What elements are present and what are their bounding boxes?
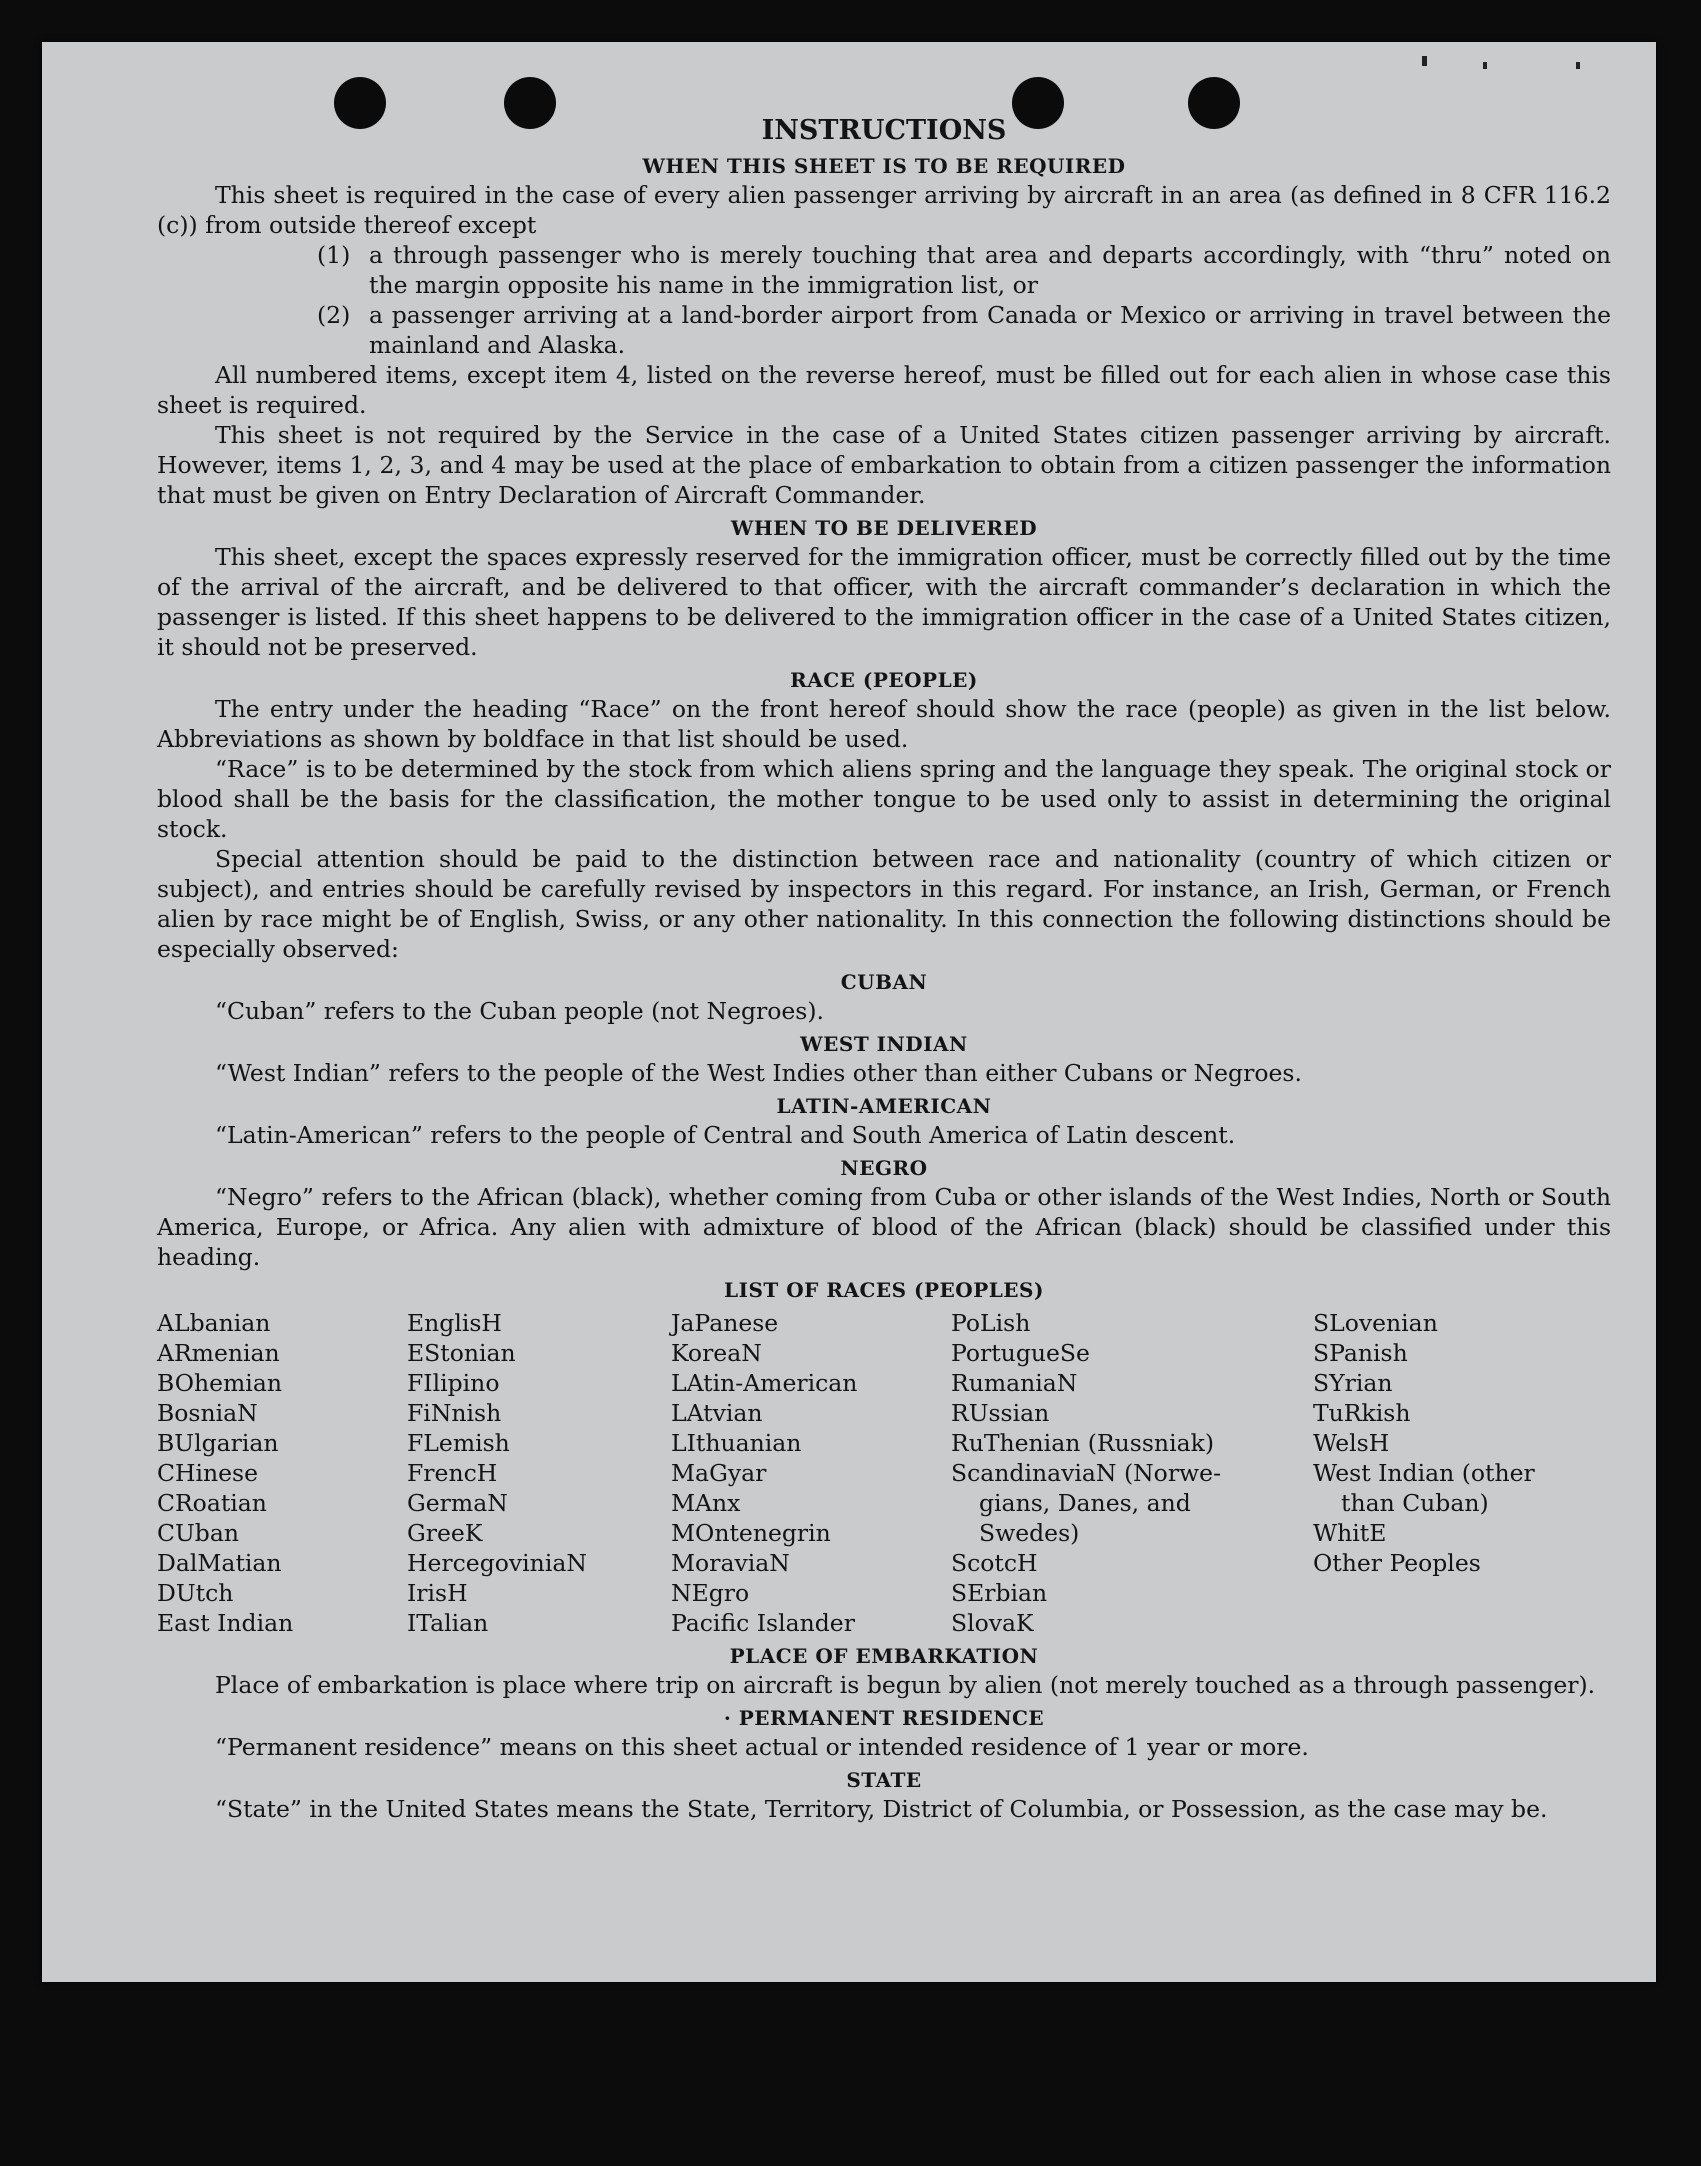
race-entry: TuRkish <box>1313 1399 1411 1427</box>
list-item <box>317 240 1611 300</box>
section-heading: STATE <box>846 1768 922 1792</box>
race-entry: NEgro <box>671 1579 750 1607</box>
race-entry: LIthuanian <box>671 1429 802 1457</box>
section-heading: WEST INDIAN <box>800 1032 968 1056</box>
paragraph: All numbered items, except item 4, listed on the reverse hereof, must be filled out for each alien in whose case this sheet is required. <box>157 361 1611 419</box>
race-entry: ARmenian <box>157 1339 280 1367</box>
list-item <box>317 300 1611 360</box>
races-column <box>1313 1308 1611 1638</box>
race-entry: WelsH <box>1313 1429 1390 1457</box>
race-entry: RuThenian (Russniak) <box>951 1429 1214 1457</box>
race-entry: MAnx <box>671 1489 741 1517</box>
race-entry: BosniaN <box>157 1399 258 1427</box>
race-entry: SErbian <box>951 1579 1048 1607</box>
race-entry: EnglisH <box>407 1309 502 1337</box>
races-column <box>951 1308 1313 1638</box>
paragraph: This sheet, except the spaces expressly reserved for the immigration officer, must be correctly filled out by the time of the arrival of the aircraft, and be delivered to that officer, with the aircraft commander’s declaration in which the passenger is listed. If this sheet happens to be delivered to the immigration officer in the case of a United States citizen, it should not be preserved. <box>157 543 1611 661</box>
item-number: (1) <box>317 241 351 269</box>
race-entry: LAtvian <box>671 1399 763 1427</box>
section-heading: · PERMANENT RESIDENCE <box>723 1706 1045 1730</box>
race-entry: gians, Danes, and <box>979 1489 1191 1517</box>
race-entry: MOntenegrin <box>671 1519 831 1547</box>
race-entry: LAtin-American <box>671 1369 858 1397</box>
race-entry: SlovaK <box>951 1609 1034 1637</box>
race-entry: than Cuban) <box>1341 1489 1489 1517</box>
race-entry: GermaN <box>407 1489 508 1517</box>
race-entry: FIlipino <box>407 1369 500 1397</box>
section-heading: LATIN-AMERICAN <box>776 1094 992 1118</box>
race-entry: CRoatian <box>157 1489 267 1517</box>
race-entry: PortugueSe <box>951 1339 1090 1367</box>
paragraph: “Permanent residence” means on this sheet actual or intended residence of 1 year or more. <box>215 1733 1309 1761</box>
race-entry: RumaniaN <box>951 1369 1078 1397</box>
page-title: INSTRUCTIONS <box>761 115 1007 146</box>
race-entry: HercegoviniaN <box>407 1549 587 1577</box>
speck <box>1483 62 1487 69</box>
race-entry: IrisH <box>407 1579 468 1607</box>
section-heading: RACE (PEOPLE) <box>790 668 978 692</box>
race-entry: BUlgarian <box>157 1429 279 1457</box>
document-sheet <box>42 42 1656 1982</box>
race-entry: SPanish <box>1313 1339 1408 1367</box>
race-entry: MoraviaN <box>671 1549 790 1577</box>
paragraph: “Negro” refers to the African (black), whether coming from Cuba or other islands of the West Indies, North or South America, Europe, or Africa. Any alien with admixture of blood of the African (black) should be classified under this heading. <box>157 1183 1611 1271</box>
race-entry: East Indian <box>157 1609 294 1637</box>
race-entry: FiNnish <box>407 1399 502 1427</box>
race-entry: CHinese <box>157 1459 258 1487</box>
section-heading: WHEN TO BE DELIVERED <box>730 516 1038 540</box>
race-entry: SYrian <box>1313 1369 1393 1397</box>
paragraph: The entry under the heading “Race” on the front hereof should show the race (people) as given in the list below. Abbreviations as shown by boldface in that list should be used. <box>157 695 1611 753</box>
paragraph: “Race” is to be determined by the stock from which aliens spring and the language they speak. The original stock or blood shall be the basis for the classification, the mother tongue to be used only to assist in determining the original stock. <box>157 755 1611 843</box>
race-entry: West Indian (other <box>1313 1459 1535 1487</box>
item-number: (2) <box>317 301 351 329</box>
race-entry: CUban <box>157 1519 239 1547</box>
race-entry: KoreaN <box>671 1339 762 1367</box>
race-entry: BOhemian <box>157 1369 282 1397</box>
races-table <box>157 1308 1611 1638</box>
race-entry: WhitE <box>1313 1519 1387 1547</box>
item-text: a passenger arriving at a land-border airport from Canada or Mexico or arriving in travel between the mainland and Alaska. <box>369 301 1611 359</box>
race-entry: PoLish <box>951 1309 1031 1337</box>
race-entry: JaPanese <box>671 1309 779 1337</box>
section-heading: NEGRO <box>840 1156 928 1180</box>
speck <box>1576 62 1580 69</box>
race-entry: GreeK <box>407 1519 483 1547</box>
paragraph: “West Indian” refers to the people of the West Indies other than either Cubans or Negroes. <box>215 1059 1302 1087</box>
race-entry: SLovenian <box>1313 1309 1438 1337</box>
section-heading: CUBAN <box>840 970 928 994</box>
race-entry: Other Peoples <box>1313 1549 1481 1577</box>
race-entry: ScotcH <box>951 1549 1038 1577</box>
paragraph: “Cuban” refers to the Cuban people (not Negroes). <box>215 997 825 1025</box>
race-entry: FrencH <box>407 1459 498 1487</box>
section-heading: LIST OF RACES (PEOPLES) <box>724 1278 1044 1302</box>
section-heading: PLACE OF EMBARKATION <box>729 1644 1039 1668</box>
item-text: a through passenger who is merely touching that area and departs accordingly, with “thru” noted on the margin opposite his name in the immigration list, or <box>369 241 1611 299</box>
paragraph: “State” in the United States means the State, Territory, District of Columbia, or Possession, as the case may be. <box>215 1795 1548 1823</box>
race-entry: Pacific Islander <box>671 1609 855 1637</box>
races-column <box>671 1308 951 1638</box>
section-heading: WHEN THIS SHEET IS TO BE REQUIRED <box>642 154 1126 178</box>
races-column <box>157 1308 407 1638</box>
race-entry: FLemish <box>407 1429 510 1457</box>
paragraph: This sheet is not required by the Service in the case of a United States citizen passenger arriving by aircraft. However, items 1, 2, 3, and 4 may be used at the place of embarkation to obtain from a citizen passenger the information that must be given on Entry Declaration of Aircraft Commander. <box>157 421 1611 509</box>
race-entry: DalMatian <box>157 1549 282 1577</box>
paragraph: “Latin-American” refers to the people of Central and South America of Latin descent. <box>215 1121 1236 1149</box>
paragraph: Place of embarkation is place where trip on aircraft is begun by alien (not merely touched as a through passenger). <box>215 1671 1596 1699</box>
races-column <box>407 1308 671 1638</box>
race-entry: DUtch <box>157 1579 234 1607</box>
race-entry: ALbanian <box>157 1309 271 1337</box>
race-entry: EStonian <box>407 1339 516 1367</box>
paragraph: This sheet is required in the case of every alien passenger arriving by aircraft in an area (as defined in 8 CFR 116.2 (c)) from outside thereof except <box>157 181 1611 239</box>
instructions-body <box>157 114 1611 1824</box>
race-entry: ITalian <box>407 1609 489 1637</box>
race-entry: ScandinaviaN (Norwe- <box>951 1459 1222 1487</box>
race-entry: RUssian <box>951 1399 1050 1427</box>
race-entry: Swedes) <box>979 1519 1080 1547</box>
race-entry: MaGyar <box>671 1459 767 1487</box>
paragraph: Special attention should be paid to the distinction between race and nationality (country of which citizen or subject), and entries should be carefully revised by inspectors in this regard. For instance, an Irish, German, or French alien by race might be of English, Swiss, or any other nationality. In this connection the following distinctions should be especially observed: <box>157 845 1611 963</box>
speck <box>1422 56 1427 66</box>
